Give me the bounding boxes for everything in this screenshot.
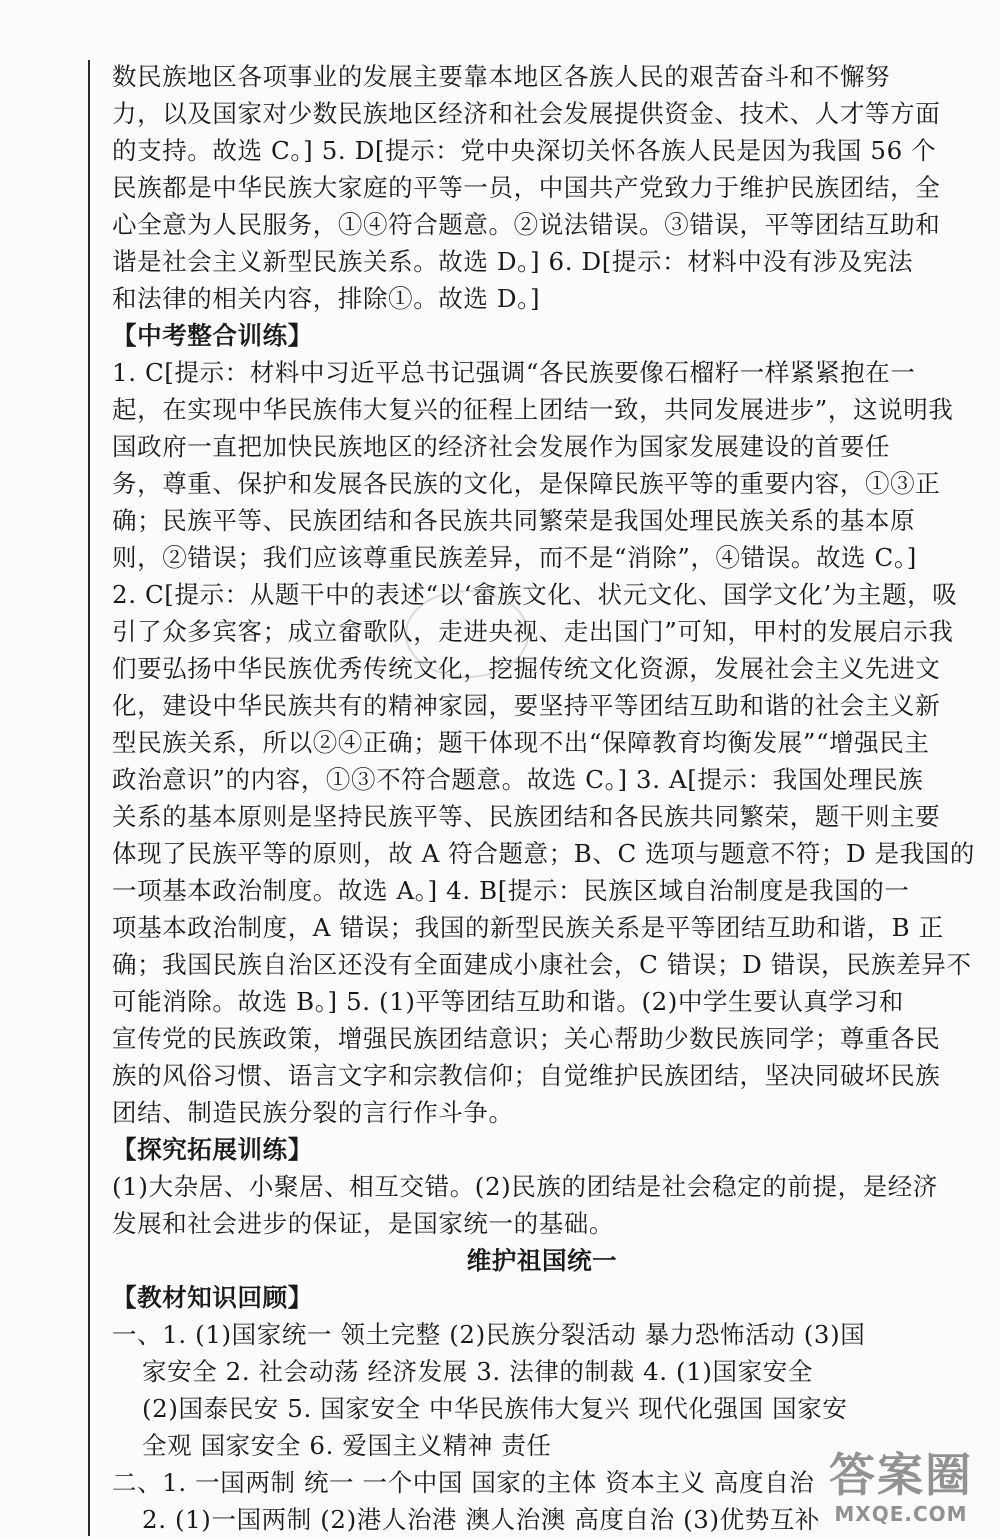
watermark-logo-text: 答案圈 bbox=[829, 1448, 973, 1502]
text-line: 族的风俗习惯、语言文字和宗教信仰；自觉维护民族团结，坚决同破坏民族 bbox=[112, 1061, 941, 1090]
text-line: 团结、制造民族分裂的言行作斗争。 bbox=[112, 1098, 514, 1127]
text-line: 可能消除。故选 B。] 5. (1)平等团结互助和谐。(2)中学生要认真学习和 bbox=[112, 987, 904, 1016]
text-line: 引了众多宾客；成立畲歌队，走进央视、走出国门”可知，甲村的发展启示我 bbox=[112, 617, 954, 646]
text-line: 国政府一直把加快民族地区的经济社会发展作为国家发展建设的首要任 bbox=[112, 432, 891, 461]
text-line: 们要弘扬中华民族优秀传统文化，挖掘传统文化资源，发展社会主义先进文 bbox=[112, 654, 941, 683]
text-line: 民族都是中华民族大家庭的平等一员，中国共产党致力于维护民族团结，全 bbox=[112, 173, 941, 202]
text-line: (1)大杂居、小聚居、相互交错。(2)民族的团结是社会稳定的前提，是经济 bbox=[112, 1172, 939, 1201]
faint-stamp-mark bbox=[405, 590, 529, 678]
text-line: 和法律的相关内容，排除①。故选 D。] bbox=[112, 284, 541, 313]
text-line: 关系的基本原则是坚持民族平等、民族团结和各民族共同繁荣，题干则主要 bbox=[112, 802, 941, 831]
text-line: 力，以及国家对少数民族地区经济和社会发展提供资金、技术、人才等方面 bbox=[112, 99, 941, 128]
text-line: 数民族地区各项事业的发展主要靠本地区各族人民的艰苦奋斗和不懈努 bbox=[112, 62, 891, 91]
section-heading-jiaocai: 【教材知识回顾】 bbox=[112, 1283, 313, 1312]
lesson-title: 维护祖国统一 bbox=[466, 1246, 618, 1275]
text-line: 一、1. (1)国家统一 领土完整 (2)民族分裂活动 暴力恐怖活动 (3)国 bbox=[112, 1320, 866, 1349]
text-line: 全观 国家安全 6. 爱国主义精神 责任 bbox=[142, 1431, 552, 1460]
margin-rule bbox=[88, 60, 90, 1536]
text-line: 家安全 2. 社会动荡 经济发展 3. 法律的制裁 4. (1)国家安全 bbox=[142, 1357, 813, 1386]
text-line: 化，建设中华民族共有的精神家园，要坚持平等团结互助和谐的社会主义新 bbox=[112, 691, 941, 720]
text-line: 政治意识”的内容，①③不符合题意。故选 C。] 3. A[提示：我国处理民族 bbox=[112, 765, 924, 794]
text-line: 务，尊重、保护和发展各民族的文化，是保障民族平等的重要内容，①③正 bbox=[112, 469, 941, 498]
text-line: 体现了民族平等的原则，故 A 符合题意；B、C 选项与题意不符；D 是我国的 bbox=[112, 839, 976, 868]
section-heading-tanjiu: 【探究拓展训练】 bbox=[112, 1135, 313, 1164]
text-line: 宣传党的民族政策，增强民族团结意识；关心帮助少数民族同学；尊重各民 bbox=[112, 1024, 941, 1053]
text-line: 1. C[提示：材料中习近平总书记强调“各民族要像石榴籽一样紧紧抱在一 bbox=[112, 358, 916, 387]
text-line: 起，在实现中华民族伟大复兴的征程上团结一致，共同发展进步”，这说明我 bbox=[112, 395, 954, 424]
text-line: 型民族关系，所以②④正确；题干体现不出“保障教育均衡发展”“增强民主 bbox=[112, 728, 930, 757]
text-line: 确；民族平等、民族团结和各民族共同繁荣是我国处理民族关系的基本原 bbox=[112, 506, 916, 535]
text-line: 项基本政治制度，A 错误；我国的新型民族关系是平等团结互助和谐，B 正 bbox=[112, 913, 944, 942]
text-line: 2. C[提示：从题干中的表述“以‘畲族文化、状元文化、国学文化’为主题，吸 bbox=[112, 580, 958, 609]
text-line: 2. (1)一国两制 (2)港人治港 澳人治澳 高度自治 (3)优势互补 bbox=[142, 1505, 821, 1534]
section-heading-zhongkao: 【中考整合训练】 bbox=[112, 321, 313, 350]
text-line: 一项基本政治制度。故选 A。] 4. B[提示：民族区域自治制度是我国的一 bbox=[112, 876, 910, 905]
text-line: 二、1. 一国两制 统一 一个中国 国家的主体 资本主义 高度自治 bbox=[112, 1468, 815, 1497]
watermark-logo bbox=[816, 1448, 986, 1526]
text-line: 谐是社会主义新型民族关系。故选 D。] 6. D[提示：材料中没有涉及宪法 bbox=[112, 247, 914, 276]
text-line: 心全意为人民服务，①④符合题意。②说法错误。③错误，平等团结互助和 bbox=[112, 210, 941, 239]
watermark-url: MXQE.COM bbox=[834, 1502, 968, 1526]
text-line: 的支持。故选 C。] 5. D[提示：党中央深切关怀各族人民是因为我国 56 个 bbox=[112, 136, 937, 165]
text-line: 则，②错误；我们应该尊重民族差异，而不是“消除”，④错误。故选 C。] bbox=[112, 543, 917, 572]
text-line: 确；我国民族自治区还没有全面建成小康社会，C 错误；D 错误，民族差异不 bbox=[112, 950, 972, 979]
answer-text-column bbox=[112, 58, 976, 1538]
text-line: (2)国泰民安 5. 国家安全 中华民族伟大复兴 现代化强国 国家安 bbox=[142, 1394, 848, 1423]
text-line: 发展和社会进步的保证，是国家统一的基础。 bbox=[112, 1209, 614, 1238]
